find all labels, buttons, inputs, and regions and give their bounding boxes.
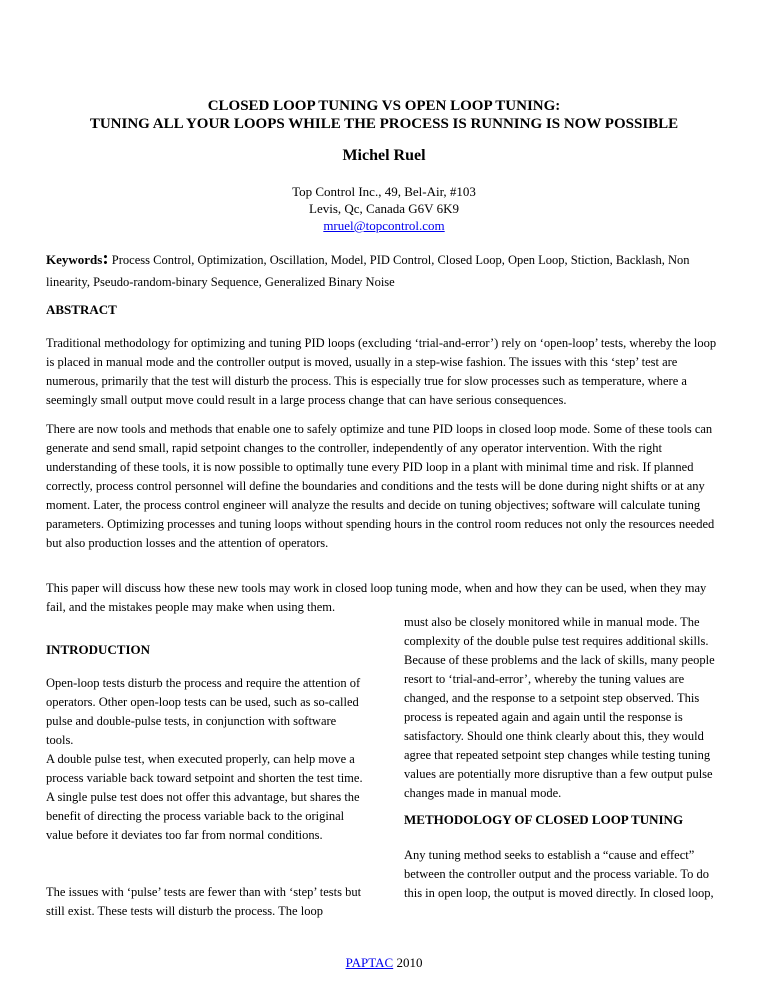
intro-heading (46, 640, 364, 660)
author-email-link[interactable]: mruel@topcontrol.com (323, 218, 445, 233)
affiliation-line-1: Top Control Inc., 49, Bel-Air, #103 (292, 184, 476, 199)
methodology-heading (404, 810, 722, 830)
footer-paptac-link[interactable]: PAPTAC (345, 955, 394, 970)
right-paragraph-1: must also be closely monitored while in manual mode. The complexity of the double pulse test requires additional skills. Because of these problems and the lack of skills, many people resort to ‘trial-and-error’, whereby the tuning values are changed, and the response to a setpoint step observed. This process is repeated again and again until the response is satisfactory. Should one think clearly about this, they would agree that repeated setpoint step changes while testing tuning values are potentially more disruptive than a few output pulse changes made in manual mode. (404, 615, 715, 800)
methodology-heading-text: METHODOLOGY OF CLOSED LOOP TUNING (404, 812, 684, 827)
intro-paragraph-2: A double pulse test, when executed properly, can help move a process variable back toward setpoint and shorten the test time. A single pulse test does not offer this advantage, but shares the benefit of directing the process variable back to the original value before it deviates too far from normal conditions. (46, 752, 363, 842)
right-paragraph-2: Any tuning method seeks to establish a “cause and effect” between the controller output and the process variable. To do this in open loop, the output is moved directly. In closed loop, (404, 848, 714, 900)
abstract-paragraph-1: Traditional methodology for optimizing and tuning PID loops (excluding ‘trial-and-error’) rely on ‘open-loop’ tests, whereby the loop is placed in manual mode and the controller output is moved, usually in a step-wise fashion. The issues with this ‘step’ test are numerous, primarily that the test will disturb the process. This is especially true for slow processes such as temperature, where a seemingly small output move could result in a large process change that can have serious consequences. (46, 336, 717, 407)
title-line-2: TUNING ALL YOUR LOOPS WHILE THE PROCESS IS RUNNING IS NOW POSSIBLE (89, 116, 679, 132)
abstract-paragraph-3: This paper will discuss how these new tools may work in closed loop tuning mode, when and how they can be used, when they may fail, and the mistakes people may make when using them. (46, 581, 707, 614)
intro-paragraph-3: The issues with ‘pulse’ tests are fewer than with ‘step’ tests but still exist. These tests will disturb the process. The loop (46, 885, 362, 918)
intro-heading-text: INTRODUCTION (46, 642, 151, 657)
author-name: Michel Ruel (342, 147, 426, 164)
keywords-section (46, 248, 722, 293)
keywords-text: Process Control, Optimization, Oscillation, Model, PID Control, Closed Loop, Open Loop, Stiction, Backlash, Non linearity, Pseudo-random-binary Sequence, Generalized Binary Noise (46, 253, 690, 289)
keywords-label: Keywords (46, 252, 103, 267)
title-line-1: CLOSED LOOP TUNING VS OPEN LOOP TUNING: (207, 98, 561, 114)
page-footer (40, 955, 728, 971)
abstract-heading: ABSTRACT (46, 302, 117, 317)
affiliation-email-row (40, 217, 728, 234)
intro-paragraph-1: Open-loop tests disturb the process and require the attention of operators. Other open-loop tests can be used, such as so-called pulse and double-pulse tests, in conjunction with software tools. (46, 676, 361, 747)
abstract-paragraph-2: There are now tools and methods that enable one to safely optimize and tune PID loops in closed loop mode. Some of these tools can generate and send small, rapid setpoint changes to the controller, independently of any operator intervention. With the right understanding of these tools, it is now possible to optimally tune every PID loop in a plant with minimal time and risk. If planned correctly, process control personnel will define the boundaries and conditions and the tests will be done during night shifts or at any moment. Later, the process control engineer will analyze the results and decide on tuning objectives; software will calculate tuning parameters. Optimizing processes and tuning loops without spending hours in the control room reduces not only the resources needed but also production losses and the attention of operators. (46, 422, 715, 550)
affiliation-line-2: Levis, Qc, Canada G6V 6K9 (309, 201, 459, 216)
keywords-colon: : (102, 248, 109, 269)
footer-year: 2010 (393, 955, 423, 970)
